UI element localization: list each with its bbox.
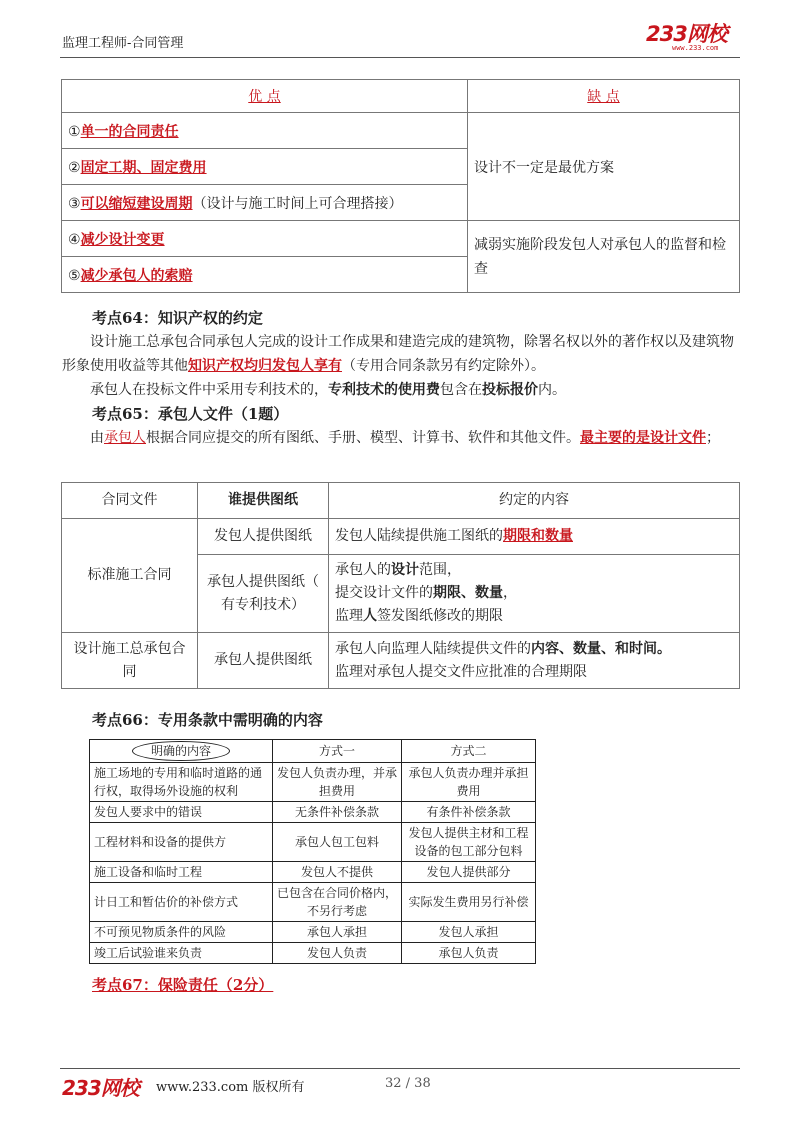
provider-cell: 承包人提供图纸 — [198, 633, 329, 689]
page-number: 32 / 38 — [385, 1076, 431, 1091]
pro-item: ⑤减少承包人的索赔 — [62, 257, 468, 293]
kp64-para1: 设计施工总承包合同承包人完成的设计工作成果和建造完成的建筑物，除署名权以外的著作权以及建筑物形象使用收益等其他知识产权均归发包人享有（专用合同条款另有约定除外）。 — [62, 334, 734, 374]
table-cell: 发包人负责 — [273, 943, 402, 964]
table-cell: 不可预见物质条件的风险 — [90, 922, 273, 943]
table-cell: 工程材料和设备的提供方 — [90, 823, 273, 862]
footer-logo[interactable]: 233网校 — [62, 1076, 139, 1100]
table-cell: 发包人要求中的错误 — [90, 802, 273, 823]
logo-url: www.233.com — [672, 44, 719, 52]
table-cell: 已包含在合同价格内，不另行考虑 — [273, 883, 402, 922]
table-cell: 发包人提供主材和工程设备的包工部分包料 — [402, 823, 536, 862]
logo-text: 233网校 — [646, 22, 727, 46]
kp67-title: 考点67：保险责任（2分） — [92, 976, 274, 994]
footer-site[interactable]: www.233.com 版权所有 — [156, 1080, 305, 1095]
kp64-title: 考点64：知识产权的约定 — [92, 309, 263, 327]
pros-header: 优 点 — [62, 80, 468, 113]
contract-type-cell: 设计施工总承包合 同 — [62, 633, 198, 689]
table-cell: 发包人不提供 — [273, 862, 402, 883]
contractor-docs-table — [61, 482, 740, 689]
table-cell: 承包人负责办理并承担费用 — [402, 763, 536, 802]
table-cell: 有条件补偿条款 — [402, 802, 536, 823]
table-cell: 承包人负责 — [402, 943, 536, 964]
pro-item: ③可以缩短建设周期（设计与施工时间上可合理搭接） — [62, 185, 468, 221]
kp65-para: 由承包人根据合同应提交的所有图纸、手册、模型、计算书、软件和其他文件。最主要的是设计文件； — [90, 430, 720, 446]
footer-divider — [60, 1068, 740, 1069]
pro-item: ④减少设计变更 — [62, 221, 468, 257]
brand-logo[interactable] — [646, 24, 738, 50]
table-cell: 施工场地的专用和临时道路的通行权，取得场外设施的权利 — [90, 763, 273, 802]
col-header: 合同文件 — [62, 483, 198, 519]
table-cell: 发包人承担 — [402, 922, 536, 943]
kp64-para2: 承包人在投标文件中采用专利技术的，专利技术的使用费包含在投标报价内。 — [90, 382, 566, 398]
table-cell: 承包人承担 — [273, 922, 402, 943]
kp65-title: 考点65：承包人文件（1题） — [92, 405, 289, 423]
special-clauses-table — [89, 739, 536, 964]
cons-header: 缺 点 — [468, 80, 740, 113]
col-header: 谁提供图纸 — [198, 483, 329, 519]
pro-item: ②固定工期、固定费用 — [62, 149, 468, 185]
table-cell: 发包人提供部分 — [402, 862, 536, 883]
contract-type-cell: 标准施工合同 — [62, 519, 198, 633]
table-cell: 竣工后试验谁来负责 — [90, 943, 273, 964]
con-item: 设计不一定是最优方案 — [468, 113, 740, 221]
table-cell: 实际发生费用另行补偿 — [402, 883, 536, 922]
kp66-title: 考点66：专用条款中需明确的内容 — [92, 711, 323, 729]
provider-cell: 承包人提供图纸（ 有专利技术） — [198, 555, 329, 633]
col-header: 方式一 — [273, 740, 402, 763]
col-header: 明确的内容 — [90, 740, 273, 763]
col-header: 约定的内容 — [329, 483, 740, 519]
header-title: 监理工程师-合同管理 — [62, 36, 184, 51]
pro-item: ①单一的合同责任 — [62, 113, 468, 149]
provider-cell: 发包人提供图纸 — [198, 519, 329, 555]
table-cell: 无条件补偿条款 — [273, 802, 402, 823]
content-cell: 承包人向监理人陆续提供文件的内容、数量、和时间。 监理对承包人提交文件应批准的合理期限 — [329, 633, 740, 689]
table-cell: 承包人包工包料 — [273, 823, 402, 862]
header-divider — [60, 57, 740, 58]
table-cell: 发包人负责办理，并承担费用 — [273, 763, 402, 802]
content-cell: 发包人陆续提供施工图纸的期限和数量 — [329, 519, 740, 555]
content-cell: 承包人的设计范围， 提交设计文件的期限、数量， 监理人签发图纸修改的期限 — [329, 555, 740, 633]
table-cell: 施工设备和临时工程 — [90, 862, 273, 883]
con-item: 减弱实施阶段发包人对承包人的监督和检查 — [468, 221, 740, 293]
pros-cons-table — [61, 79, 740, 293]
col-header: 方式二 — [402, 740, 536, 763]
table-cell: 计日工和暂估价的补偿方式 — [90, 883, 273, 922]
